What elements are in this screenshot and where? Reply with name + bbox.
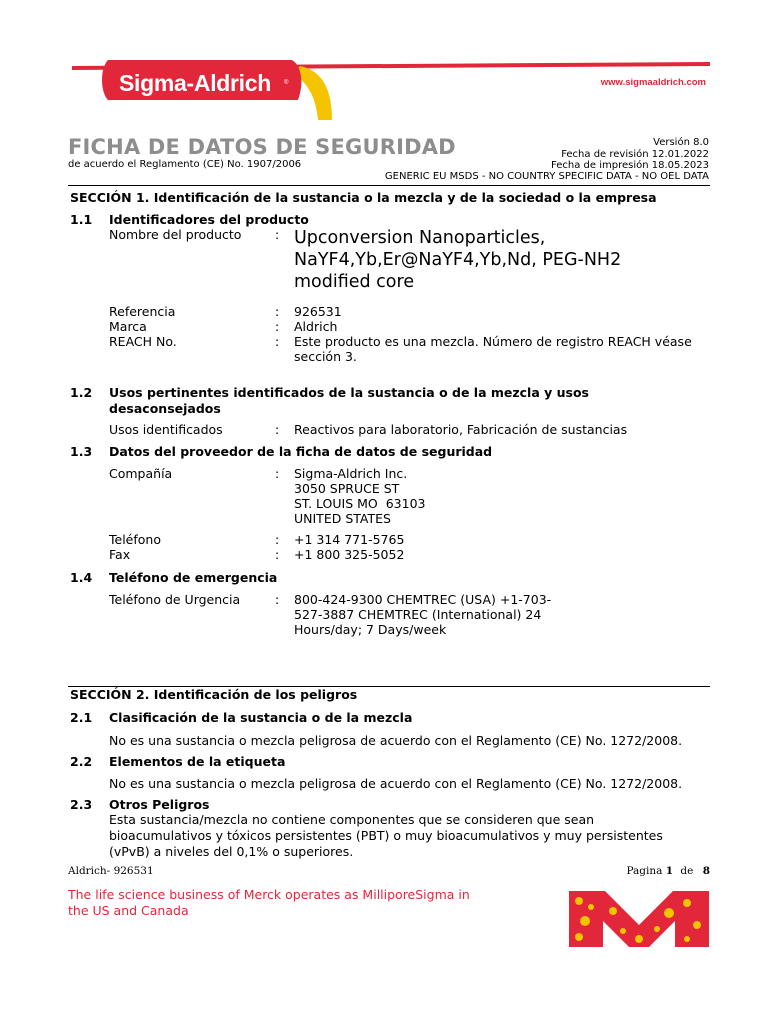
reference-value: 926531: [294, 304, 342, 319]
page-total: 8: [702, 865, 710, 877]
other-hazards-text: [109, 812, 663, 860]
section-number: 1.1: [70, 212, 93, 227]
document-subtitle: de acuerdo el Reglamento (CE) No. 1907/2006: [68, 159, 302, 170]
document-title: FICHA DE DATOS DE SEGURIDAD: [68, 135, 456, 159]
reach-line: sección 3.: [294, 349, 357, 364]
address-line: Sigma-Aldrich Inc.: [294, 466, 408, 481]
subsection-title: [109, 385, 589, 417]
emergency-phone-value: [294, 592, 551, 637]
colon: :: [275, 304, 280, 319]
classification-text: No es una sustancia o mezcla peligrosa de acuerdo con el Reglamento (CE) No. 1272/2008.: [109, 733, 683, 748]
fax-value: +1 800 325-5052: [294, 547, 405, 562]
product-name: [294, 227, 621, 293]
emergency-line: Hours/day; 7 Days/week: [294, 622, 447, 637]
reach-value: [294, 334, 692, 364]
company-address: [294, 466, 425, 526]
merck-line: the US and Canada: [68, 903, 189, 918]
product-name-line: NaYF4,Yb,Er@NaYF4,Yb,Nd, PEG-NH2: [294, 250, 622, 270]
subsection-title-line: desaconsejados: [109, 401, 221, 416]
text-line: bioacumulativos y tóxicos persistentes (PBT) o muy bioacumulativos y muy persistentes: [109, 828, 663, 843]
reach-label: REACH No.: [109, 334, 177, 349]
address-line: UNITED STATES: [294, 511, 391, 526]
address-line: ST. LOUIS MO 63103: [294, 496, 426, 511]
sigma-aldrich-header-graphic: [0, 0, 768, 125]
colon: :: [275, 334, 280, 349]
product-name-line: modified core: [294, 272, 415, 292]
phone-value: +1 314 771-5765: [294, 532, 405, 547]
print-date: Fecha de impresión 18.05.2023: [551, 160, 709, 171]
page-number: 1: [665, 865, 674, 877]
divider: [68, 185, 710, 186]
subsection-title: Datos del proveedor de la ficha de datos de seguridad: [109, 444, 493, 459]
colon: :: [275, 422, 280, 437]
colon: :: [275, 227, 280, 242]
reference-label: Referencia: [109, 304, 176, 319]
merck-line: The life science business of Merck operates as MilliporeSigma in: [68, 887, 470, 902]
section-number: 1.4: [70, 570, 93, 585]
brand-name: Sigma-Aldrich: [119, 70, 272, 96]
section-number: 2.3: [70, 797, 93, 812]
section-number: 2.2: [70, 754, 93, 769]
text-line: (vPvB) a niveles del 0,1% o superiores.: [109, 844, 354, 859]
page-word: Pagina: [626, 865, 663, 877]
section-number: 1.3: [70, 444, 93, 459]
colon: :: [275, 319, 280, 334]
brand-value: Aldrich: [294, 319, 338, 334]
emergency-line: 800-424-9300 CHEMTREC (USA) +1-703-: [294, 592, 552, 607]
subsection-title: Otros Peligros: [109, 797, 210, 812]
page-indicator: [626, 865, 710, 877]
subsection-title-line: Usos pertinentes identificados de la sustancia o de la mezcla y usos: [109, 385, 589, 400]
subsection-title: Elementos de la etiqueta: [109, 754, 286, 769]
merck-logo: [565, 885, 713, 953]
phone-label: Teléfono: [109, 532, 161, 547]
brand-label: Marca: [109, 319, 147, 334]
product-name-line: Upconversion Nanoparticles,: [294, 228, 546, 248]
company-label: Compañía: [109, 466, 173, 481]
merck-disclaimer: [68, 887, 470, 919]
revision-date: Fecha de revisión 12.01.2022: [561, 149, 709, 160]
section-number: 1.2: [70, 385, 93, 400]
website-link[interactable]: www.sigmaaldrich.com: [600, 77, 706, 88]
footer-product-ref: Aldrich- 926531: [68, 865, 154, 877]
label-elements-text: No es una sustancia o mezcla peligrosa de acuerdo con el Reglamento (CE) No. 1272/2008.: [109, 776, 683, 791]
brand-registered-mark: ®: [284, 80, 289, 86]
uses-value: Reactivos para laboratorio, Fabricación de sustancias: [294, 422, 628, 437]
reach-line: Este producto es una mezcla. Número de registro REACH véase: [294, 334, 692, 349]
colon: :: [275, 466, 280, 481]
subsection-title: Teléfono de emergencia: [109, 570, 278, 585]
subsection-title: Clasificación de la sustancia o de la mezcla: [109, 710, 413, 725]
colon: :: [275, 547, 280, 562]
colon: :: [275, 592, 280, 607]
fax-label: Fax: [109, 547, 131, 562]
generic-note: GENERIC EU MSDS - NO COUNTRY SPECIFIC DATA - NO OEL DATA: [384, 171, 709, 182]
subsection-title: Identificadores del producto: [109, 212, 309, 227]
section-2-heading: SECCIÓN 2. Identificación de los peligros: [70, 687, 358, 702]
page-of: de: [680, 865, 694, 877]
uses-label: Usos identificados: [109, 422, 223, 437]
section-number: 2.1: [70, 710, 93, 725]
product-name-label: Nombre del producto: [109, 227, 242, 242]
colon: :: [275, 532, 280, 547]
text-line: Esta sustancia/mezcla no contiene componentes que se consideren que sean: [109, 812, 595, 827]
address-line: 3050 SPRUCE ST: [294, 481, 400, 496]
emergency-line: 527-3887 CHEMTREC (International) 24: [294, 607, 542, 622]
emergency-phone-label: Teléfono de Urgencia: [109, 592, 241, 607]
version: Versión 8.0: [653, 137, 709, 148]
section-1-heading: SECCIÓN 1. Identificación de la sustancia o la mezcla y de la sociedad o la empresa: [70, 190, 657, 205]
